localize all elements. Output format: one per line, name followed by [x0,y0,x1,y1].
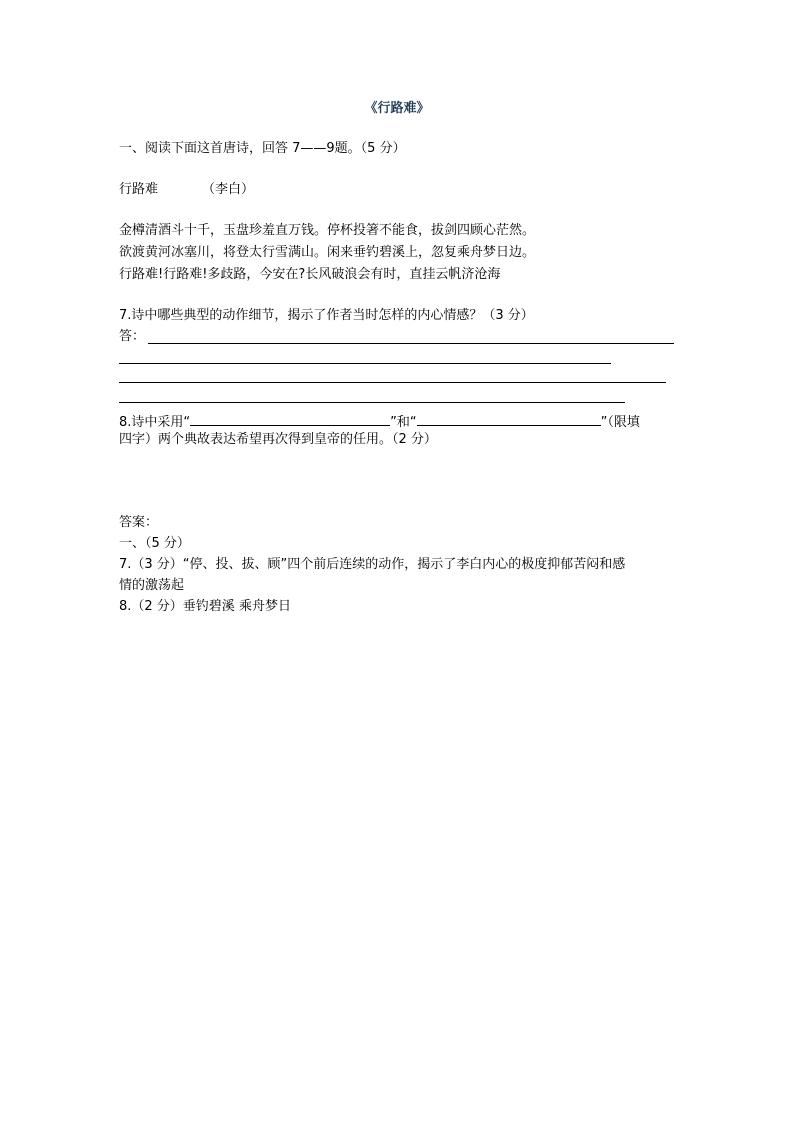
answer-line [119,402,625,403]
answer-line [119,382,666,383]
answer-7: 7.（3 分）“停、投、拔、顾”四个前后连续的动作，揭示了李白内心的极度抑郁苦闷和感 [119,557,626,572]
fill-blank-2[interactable] [417,411,601,426]
answers-label: 答案： [119,515,159,530]
question-8-line2: 四字）两个典故表达希望再次得到皇帝的任用。（2 分） [119,432,437,447]
answer-line [148,343,674,344]
question-8-text-c: ”（限填 [600,415,640,430]
question-7: 7.诗中哪些典型的动作细节，揭示了作者当时怎样的内心情感？（3 分） [119,308,534,323]
section-heading: 一、阅读下面这首唐诗，回答 7——9题。（5 分） [119,141,406,156]
question-8 [119,411,640,432]
poem-line: 金樽清酒斗十千，玉盘珍羞直万钱。停杯投箸不能食，拔剑四顾心茫然。 [119,223,536,238]
answer-7-continued: 情的激荡起 [119,578,185,593]
answer-8: 8.（2 分）垂钓碧溪 乘舟梦日 [119,599,291,614]
poem-author: （李白） [202,182,255,197]
fill-blank-1[interactable] [190,411,390,426]
answer-line [119,363,611,364]
poem-title: 行路难 [119,182,159,197]
poem-header [119,181,254,199]
answer-label: 答： [119,329,146,344]
document-title: 《行路难》 [364,101,430,116]
poem-line: 行路难!行路难!多歧路，今安在?长风破浪会有时，直挂云帆济沧海 [119,267,501,282]
poem-line: 欲渡黄河冰塞川，将登太行雪满山。闲来垂钓碧溪上，忽复乘舟梦日边。 [119,245,536,260]
answer-section-1: 一、（5 分） [119,536,190,551]
question-8-text-a: 8.诗中采用“ [119,415,191,430]
question-8-text-b: ”和“ [390,415,417,430]
